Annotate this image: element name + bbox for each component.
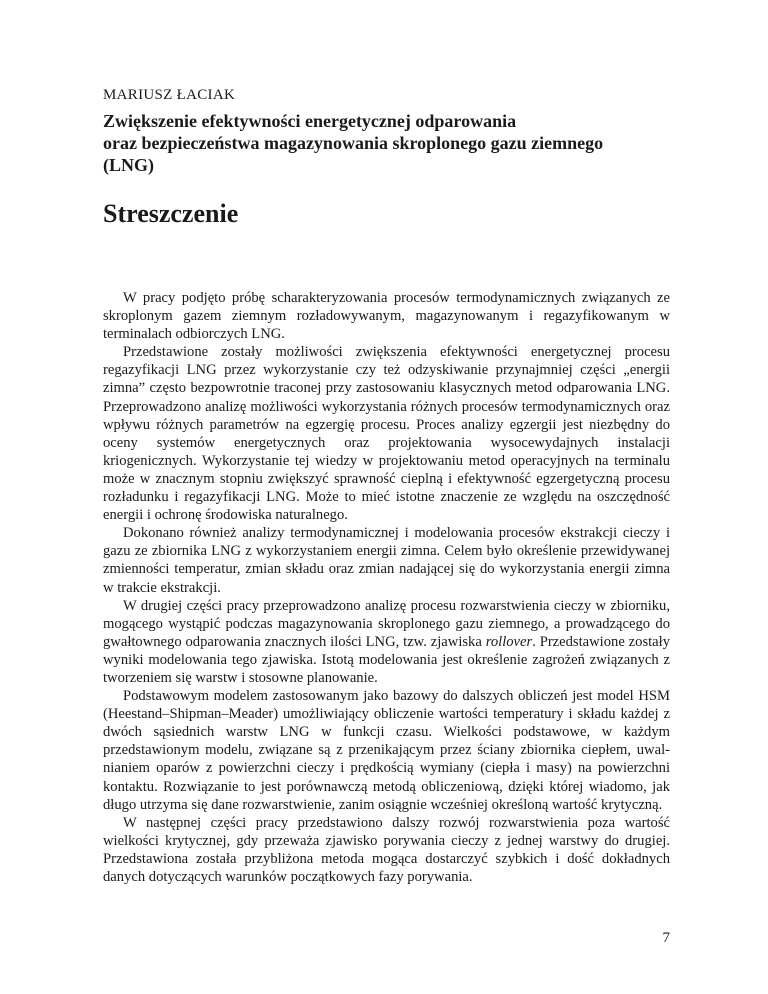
paragraph-4 xyxy=(103,597,670,687)
abstract-body xyxy=(103,289,670,886)
title-line-3: (LNG) xyxy=(103,155,154,175)
page-number: 7 xyxy=(662,930,670,946)
title-line-2: oraz bezpieczeństwa magazynowania skroplonego gazu ziemnego xyxy=(103,133,604,153)
paragraph-3: Dokonano również analizy termodynamicznej i modelowania procesów ekstrakcji cieczy i gazu ze zbiornika LNG z wykorzystaniem energii zimna. Celem było określenie przewidywanej zmienności temperatur, zmian składu oraz zmian nadającej się do wykorzystania energii zimna w trakcie ekstrakcji. xyxy=(103,525,670,596)
paragraph-5: Podstawowym modelem zastosowanym jako bazowy do dalszych obliczeń jest model HSM (Heestand–Shipman–Meader) umożliwiający obliczenie wartości temperatury i składu każdej z dwóch sąsiednich warstw LNG w funkcji czasu. Wielkości podstawowe, w każdym przedstawionym modelu, związane są z przenikającym przez ściany zbiornika ciepłem, uwalnianiem oparów z powierzchni cieczy i prędkością wymiany (ciepła i masy) na powierzchni kontaktu. Rozwiązanie to jest porównawczą metodą obliczeniową, dzięki której wiadomo, jak długo utrzyma się dane rozwarstwienie, zanim osiągnie wcześniej określoną wartość krytyczną. xyxy=(103,688,670,813)
paragraph-2: Przedstawione zostały możliwości zwiększenia efektywności energetycznej procesu regazyfikacji LNG przez wykorzystanie czy też odzyskiwanie przynajmniej części „energii zimna” często bezpowrotnie traconej przy zastosowaniu klasycznych metod odparowania LNG. Przeprowadzono analizę możliwości wykorzystania różnych procesów termodynamicznych oraz wpływu różnych parametrów na egzergię procesu. Proces analizy egzergii jest niezbędny do oceny systemów energetycznych oraz projektowania wysocewydajnych instalacji kriogenicznych. Wykorzystanie tej wiedzy w projektowaniu metod operacyjnych na terminalu może w znacznym stopniu zwiększyć sprawność cieplną i efektywność egzergetyczną procesu rozładunku i regazyfikacji LNG. Może to mieć istotne znaczenie ze względu na oszczędność energii i ochronę środowiska naturalnego. xyxy=(103,344,670,524)
paragraph-4-text-before: W drugiej części pracy przeprowadzono analizę procesu rozwarstwienia cieczy w zbiorniku, mogącego wystąpić podczas magazynowania skroplonego gazu ziemnego, a prowadzącego do gwałtownego odparowania znacznych ilości LNG, tzw. zjawiska xyxy=(103,597,670,650)
paragraph-6: W następnej części pracy przedstawiono dalszy rozwój rozwarstwienia poza wartość wielkości krytycznej, gdy przeważa zjawisko porywania cieczy z jednej warstwy do drugiej. Przedstawiona została przybliżona metoda mogąca dostarczyć szybkich i dość dokładnych danych dotyczących warunków początkowych fazy porywania. xyxy=(103,814,670,885)
document-title xyxy=(103,110,670,176)
author-name: MARIUSZ ŁACIAK xyxy=(103,87,236,103)
paragraph-4-emphasis: rollover xyxy=(485,633,533,650)
paragraph-1: W pracy podjęto próbę scharakteryzowania procesów termodynamicznych związanych ze skroplonym gazem ziemnym rozładowywanym, magazynowanym i regazyfikowanym w terminalach odbiorczych LNG. xyxy=(103,290,670,343)
paragraph-4-text-after: . Przedstawione zostały wyniki modelowania tego zjawiska. Istotą modelowania jest określenie zagrożeń związanych z tworzeniem się warstw i stosowne planowanie. xyxy=(103,633,671,686)
title-line-1: Zwiększenie efektywności energetycznej odparowania xyxy=(103,111,517,131)
section-heading: Streszczenie xyxy=(103,199,239,228)
